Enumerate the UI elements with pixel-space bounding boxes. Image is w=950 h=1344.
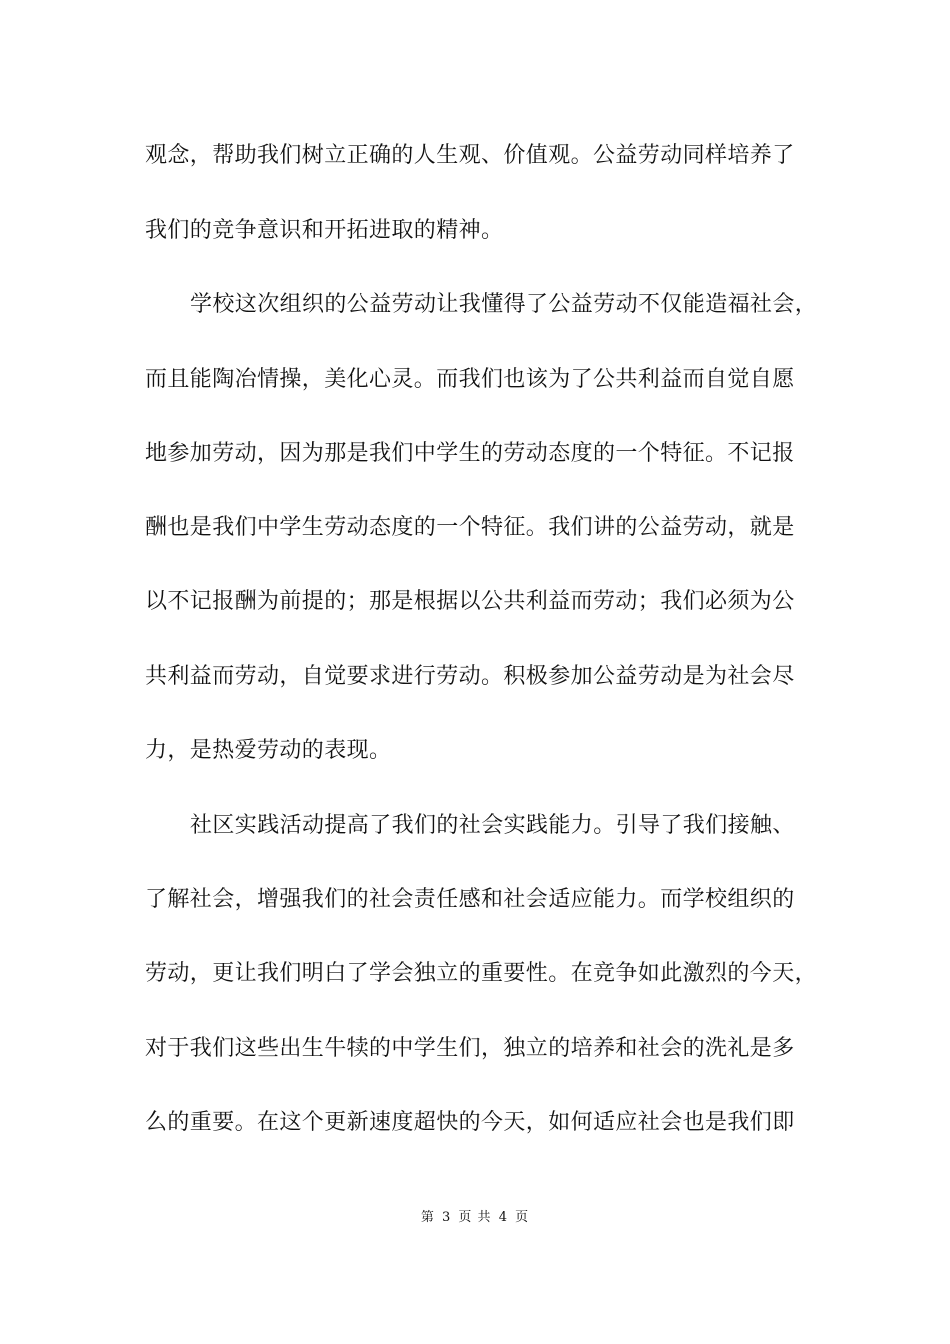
text-line: 观念，帮助我们树立正确的人生观、价值观。公益劳动同样培养了 (145, 143, 795, 168)
text-line: 地参加劳动，因为那是我们中学生的劳动态度的一个特征。不记报 (145, 441, 795, 466)
text-line: 我们的竞争意识和开拓进取的精神。 (145, 218, 504, 243)
page-footer (0, 1206, 950, 1225)
paragraph-first-line: 学校这次组织的公益劳动让我懂得了公益劳动不仅能造福社会， (190, 292, 818, 317)
text-line: 劳动，更让我们明白了学会独立的重要性。在竞争如此激烈的今天， (145, 961, 818, 986)
text-line: 共利益而劳动，自觉要求进行劳动。积极参加公益劳动是为社会尽 (145, 664, 795, 689)
text-line: 了解社会，增强我们的社会责任感和社会适应能力。而学校组织的 (145, 887, 795, 912)
footer-prefix: 第 (420, 1210, 435, 1225)
text-line: 么的重要。在这个更新速度超快的今天，如何适应社会也是我们即 (145, 1110, 795, 1135)
text-line: 而且能陶冶情操，美化心灵。而我们也该为了公共利益而自觉自愿 (145, 367, 795, 392)
text-line: 以不记报酬为前提的；那是根据以公共利益而劳动；我们必须为公 (145, 589, 795, 614)
paragraph-first-line: 社区实践活动提高了我们的社会实践能力。引导了我们接触、 (190, 813, 795, 838)
total-pages-number: 4 (498, 1210, 508, 1225)
footer-middle: 页 共 (458, 1210, 492, 1225)
text-line: 酬也是我们中学生劳动态度的一个特征。我们讲的公益劳动，就是 (145, 515, 795, 540)
current-page-number: 3 (442, 1210, 452, 1225)
footer-suffix: 页 (515, 1210, 530, 1225)
text-line: 力，是热爱劳动的表现。 (145, 738, 392, 763)
text-line: 对于我们这些出生牛犊的中学生们，独立的培养和社会的洗礼是多 (145, 1036, 795, 1061)
